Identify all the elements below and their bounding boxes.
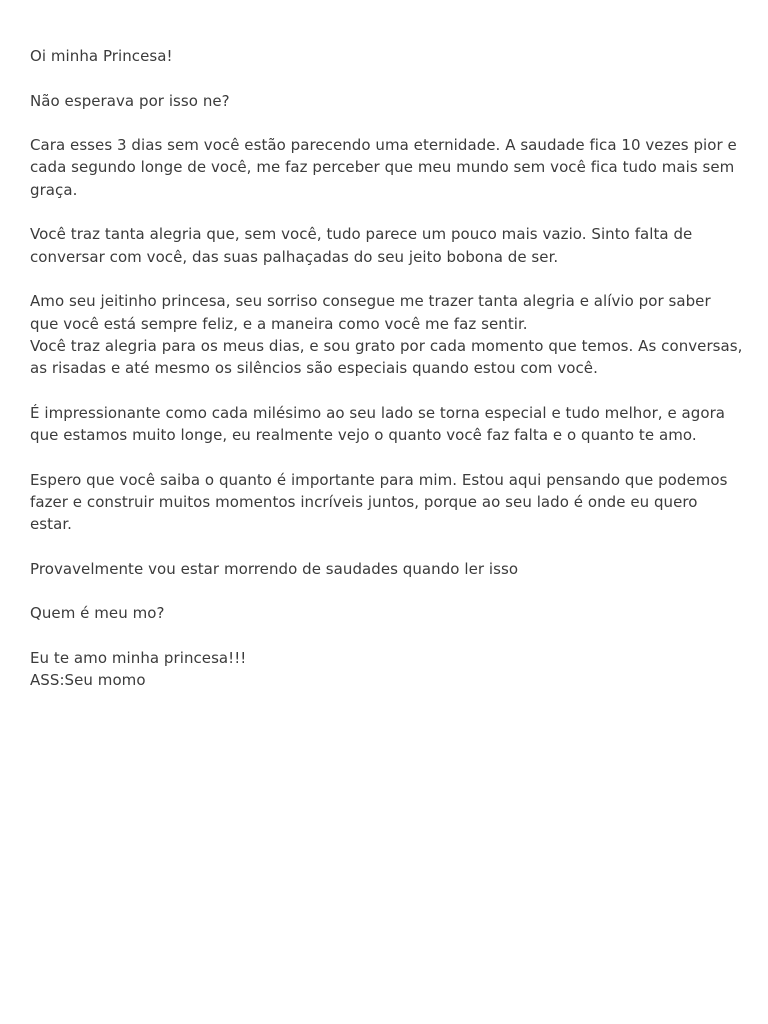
text-line: Você traz tanta alegria que, sem você, tudo parece um pouco mais vazio. Sinto falta de [30,225,693,244]
hope-paragraph [30,469,742,536]
saudades-paragraph [30,558,742,580]
signature: ASS:Seu momo [30,671,146,690]
joy-paragraph [30,223,742,268]
text-line: Não esperava por isso ne? [30,91,230,110]
text-line: Você traz alegria para os meus dias, e sou grato por cada momento que temos. As conversas, [30,336,743,355]
text-line: conversar com você, das suas palhaçadas do seu jeito bobona de ser. [30,247,559,266]
text-line: estar. [30,515,72,534]
missing-paragraph [30,134,742,201]
greeting-paragraph [30,45,742,67]
text-line: cada segundo longe de você, me faz perceber que meu mundo sem você fica tudo mais sem [30,158,735,177]
text-line: Quem é meu mo? [30,604,165,623]
text-line: fazer e construir muitos momentos incríveis juntos, porque ao seu lado é onde eu quero [30,492,698,511]
text-line: que estamos muito longe, eu realmente vejo o quanto você faz falta e o quanto te amo. [30,426,697,445]
text-line: graça. [30,180,78,199]
text-line: Amo seu jeitinho princesa, seu sorriso consegue me trazer tanta alegria e alívio por saber [30,292,711,311]
note-body[interactable] [30,45,742,714]
text-line: as risadas e até mesmo os silêncios são especiais quando estou com você. [30,359,598,378]
text-line: Cara esses 3 dias sem você estão parecendo uma eternidade. A saudade fica 10 vezes pior e [30,136,737,155]
text-line: Espero que você saiba o quanto é importante para mim. Estou aqui pensando que podemos [30,470,728,489]
text-line: que você está sempre feliz, e a maneira como você me faz sentir. [30,314,528,333]
text-line: É impressionante como cada milésimo ao seu lado se torna especial e tudo melhor, e agora [30,403,726,422]
text-line: Oi minha Princesa! [30,47,173,65]
who-paragraph [30,602,742,624]
text-line: Eu te amo minha princesa!!! [30,649,247,668]
question-paragraph [30,90,742,112]
love-paragraph [30,290,742,379]
signature-paragraph [30,647,742,692]
text-line: Provavelmente vou estar morrendo de saudades quando ler isso [30,559,519,578]
distance-paragraph [30,402,742,447]
